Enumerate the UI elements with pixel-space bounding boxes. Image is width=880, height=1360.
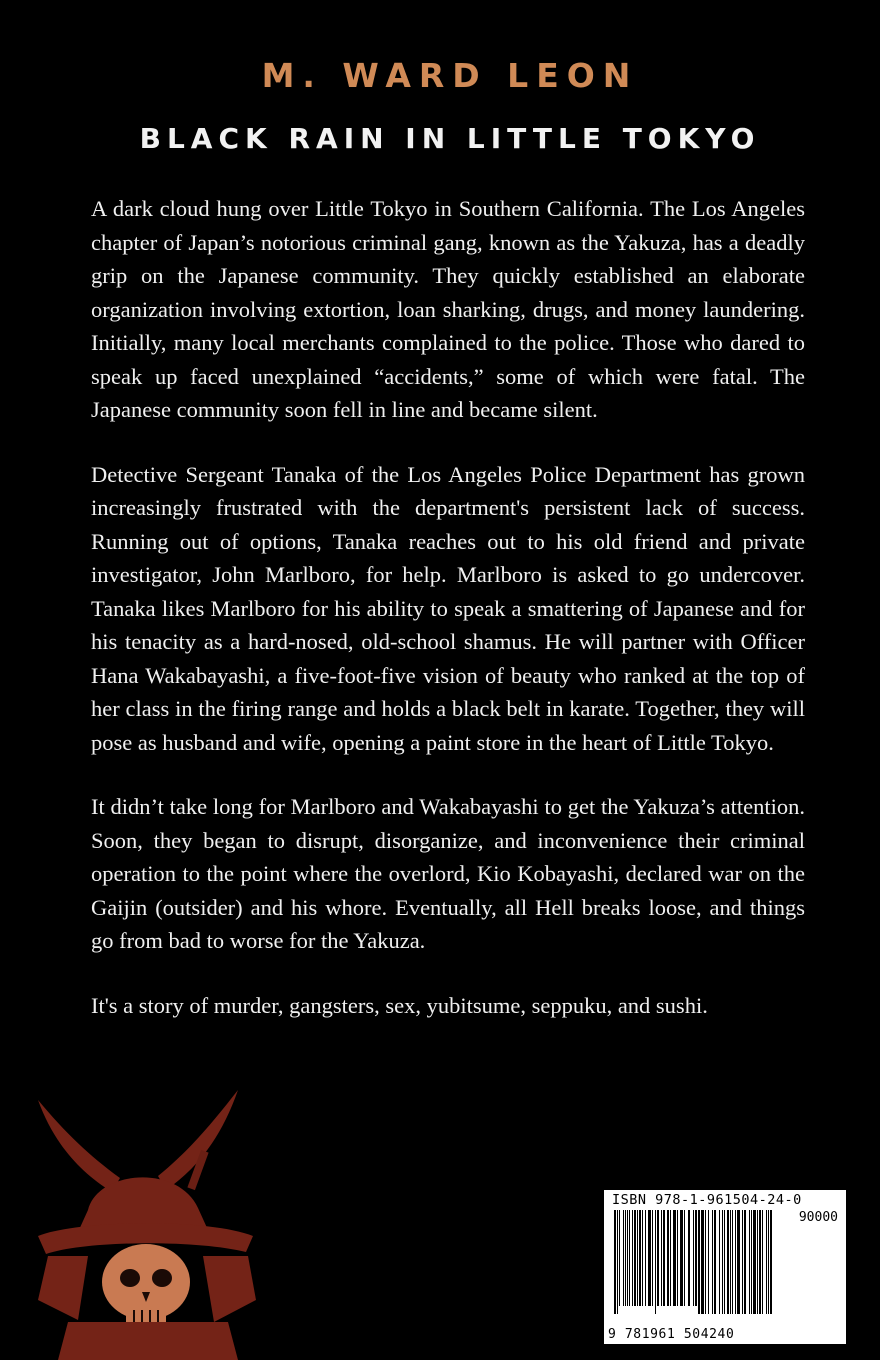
isbn-barcode	[604, 1190, 846, 1344]
barcode-bar	[648, 1210, 651, 1306]
barcode-bar	[735, 1210, 736, 1314]
barcode-bar	[724, 1210, 725, 1314]
barcode-bar	[667, 1210, 669, 1306]
barcode-bar	[619, 1210, 620, 1306]
barcode-bars	[612, 1210, 777, 1318]
barcode-bar	[623, 1210, 624, 1306]
barcode-bar	[759, 1210, 761, 1314]
barcode-bar	[680, 1210, 683, 1306]
barcode-bar	[677, 1210, 678, 1306]
barcode-bar	[744, 1210, 746, 1314]
barcode-bar	[655, 1210, 656, 1314]
barcode-bar	[637, 1210, 638, 1306]
barcode-bar	[719, 1210, 720, 1314]
blurb	[91, 192, 805, 1053]
blurb-paragraph-4: It's a story of murder, gangsters, sex, yubitsume, seppuku, and sushi.	[91, 992, 708, 1018]
barcode-bar	[642, 1210, 643, 1306]
blurb-paragraph-2: Detective Sergeant Tanaka of the Los Angeles Police Department has grown increasingly frustrated with the department's persistent lack of success. Running out of options, Tanaka reaches out to his old friend and private investigator, John Marlboro, for help. Marlboro is asked to go undercover. Tanaka likes Marlboro for his ability to speak a smattering of Japanese and for his tenacity as a hard-nosed, old-school shamus. He will partner with Officer Hana Wakabayashi, a five-foot-five vision of beauty who ranked at the top of her class in the firing range and holds a black belt in karate. Together, they will pose as husband and wife, opening a paint store in the heart of Little Tokyo.	[91, 461, 805, 755]
barcode-bar	[645, 1210, 646, 1306]
blurb-paragraph-3: It didn’t take long for Marlboro and Wakabayashi to get the Yakuza’s attention. Soon, they began to disrupt, disorganize, and inconvenience their criminal operation to the point where the overlord, Kio Kobayashi, declared war on the Gaijin (outsider) and his whore. Eventually, all Hell breaks loose, and things go from bad to worse for the Yakuza.	[91, 794, 805, 953]
barcode-bar	[753, 1210, 756, 1314]
barcode-bar	[705, 1210, 706, 1314]
barcode-bar	[698, 1210, 700, 1314]
barcode-bar	[712, 1210, 713, 1314]
barcode-bar	[732, 1210, 733, 1314]
barcode-bar	[722, 1210, 723, 1314]
barcode-bar	[762, 1210, 763, 1314]
book-title: BLACK RAIN IN LITTLE TOKYO	[139, 122, 761, 155]
barcode-bar	[770, 1210, 772, 1314]
barcode-bar	[714, 1210, 716, 1314]
barcode-bar	[757, 1210, 758, 1314]
barcode-bar	[684, 1210, 685, 1306]
barcode-bar	[695, 1210, 697, 1306]
barcode-bar	[663, 1210, 665, 1306]
barcode-bar	[708, 1210, 709, 1314]
barcode-digits: 9 781961 504240	[608, 1327, 735, 1342]
barcode-bar	[768, 1210, 769, 1314]
barcode-bar	[749, 1210, 750, 1314]
barcode-bar	[701, 1210, 704, 1314]
barcode-bar	[751, 1210, 752, 1314]
barcode-bar	[688, 1210, 690, 1306]
barcode-bar	[661, 1210, 662, 1306]
barcode-bar	[657, 1210, 659, 1306]
barcode-bar	[617, 1210, 618, 1314]
barcode-bar	[627, 1210, 628, 1306]
author-name: M. WARD LEON	[261, 56, 639, 95]
barcode-bar	[693, 1210, 694, 1306]
barcode-bar	[766, 1210, 767, 1314]
barcode-bar	[742, 1210, 743, 1314]
barcode-bar	[629, 1210, 630, 1306]
barcode-bar	[634, 1210, 636, 1306]
price-code: 90000	[798, 1210, 838, 1225]
barcode-bar	[670, 1210, 671, 1306]
barcode-bar	[625, 1210, 626, 1306]
barcode-bar	[632, 1210, 633, 1306]
barcode-bar	[614, 1210, 616, 1314]
barcode-bar	[727, 1210, 729, 1314]
barcode-bar	[652, 1210, 653, 1306]
samurai-helmet-skull-icon	[8, 1060, 308, 1360]
isbn-number: ISBN 978-1-961504-24-0	[612, 1192, 802, 1208]
barcode-bar	[730, 1210, 731, 1314]
blurb-paragraph-1: A dark cloud hung over Little Tokyo in Southern California. The Los Angeles chapter of Japan’s notorious criminal gang, known as the Yakuza, has a deadly grip on the Japanese community. They quickly established an elaborate organization involving extortion, loan sharking, drugs, and money laundering. Initially, many local merchants complained to the police. Those who dared to speak up faced unexplained “accidents,” some of which were fatal. The Japanese community soon fell in line and became silent.	[91, 196, 805, 422]
barcode-bar	[737, 1210, 740, 1314]
barcode-bar	[639, 1210, 641, 1306]
barcode-bar	[673, 1210, 676, 1306]
